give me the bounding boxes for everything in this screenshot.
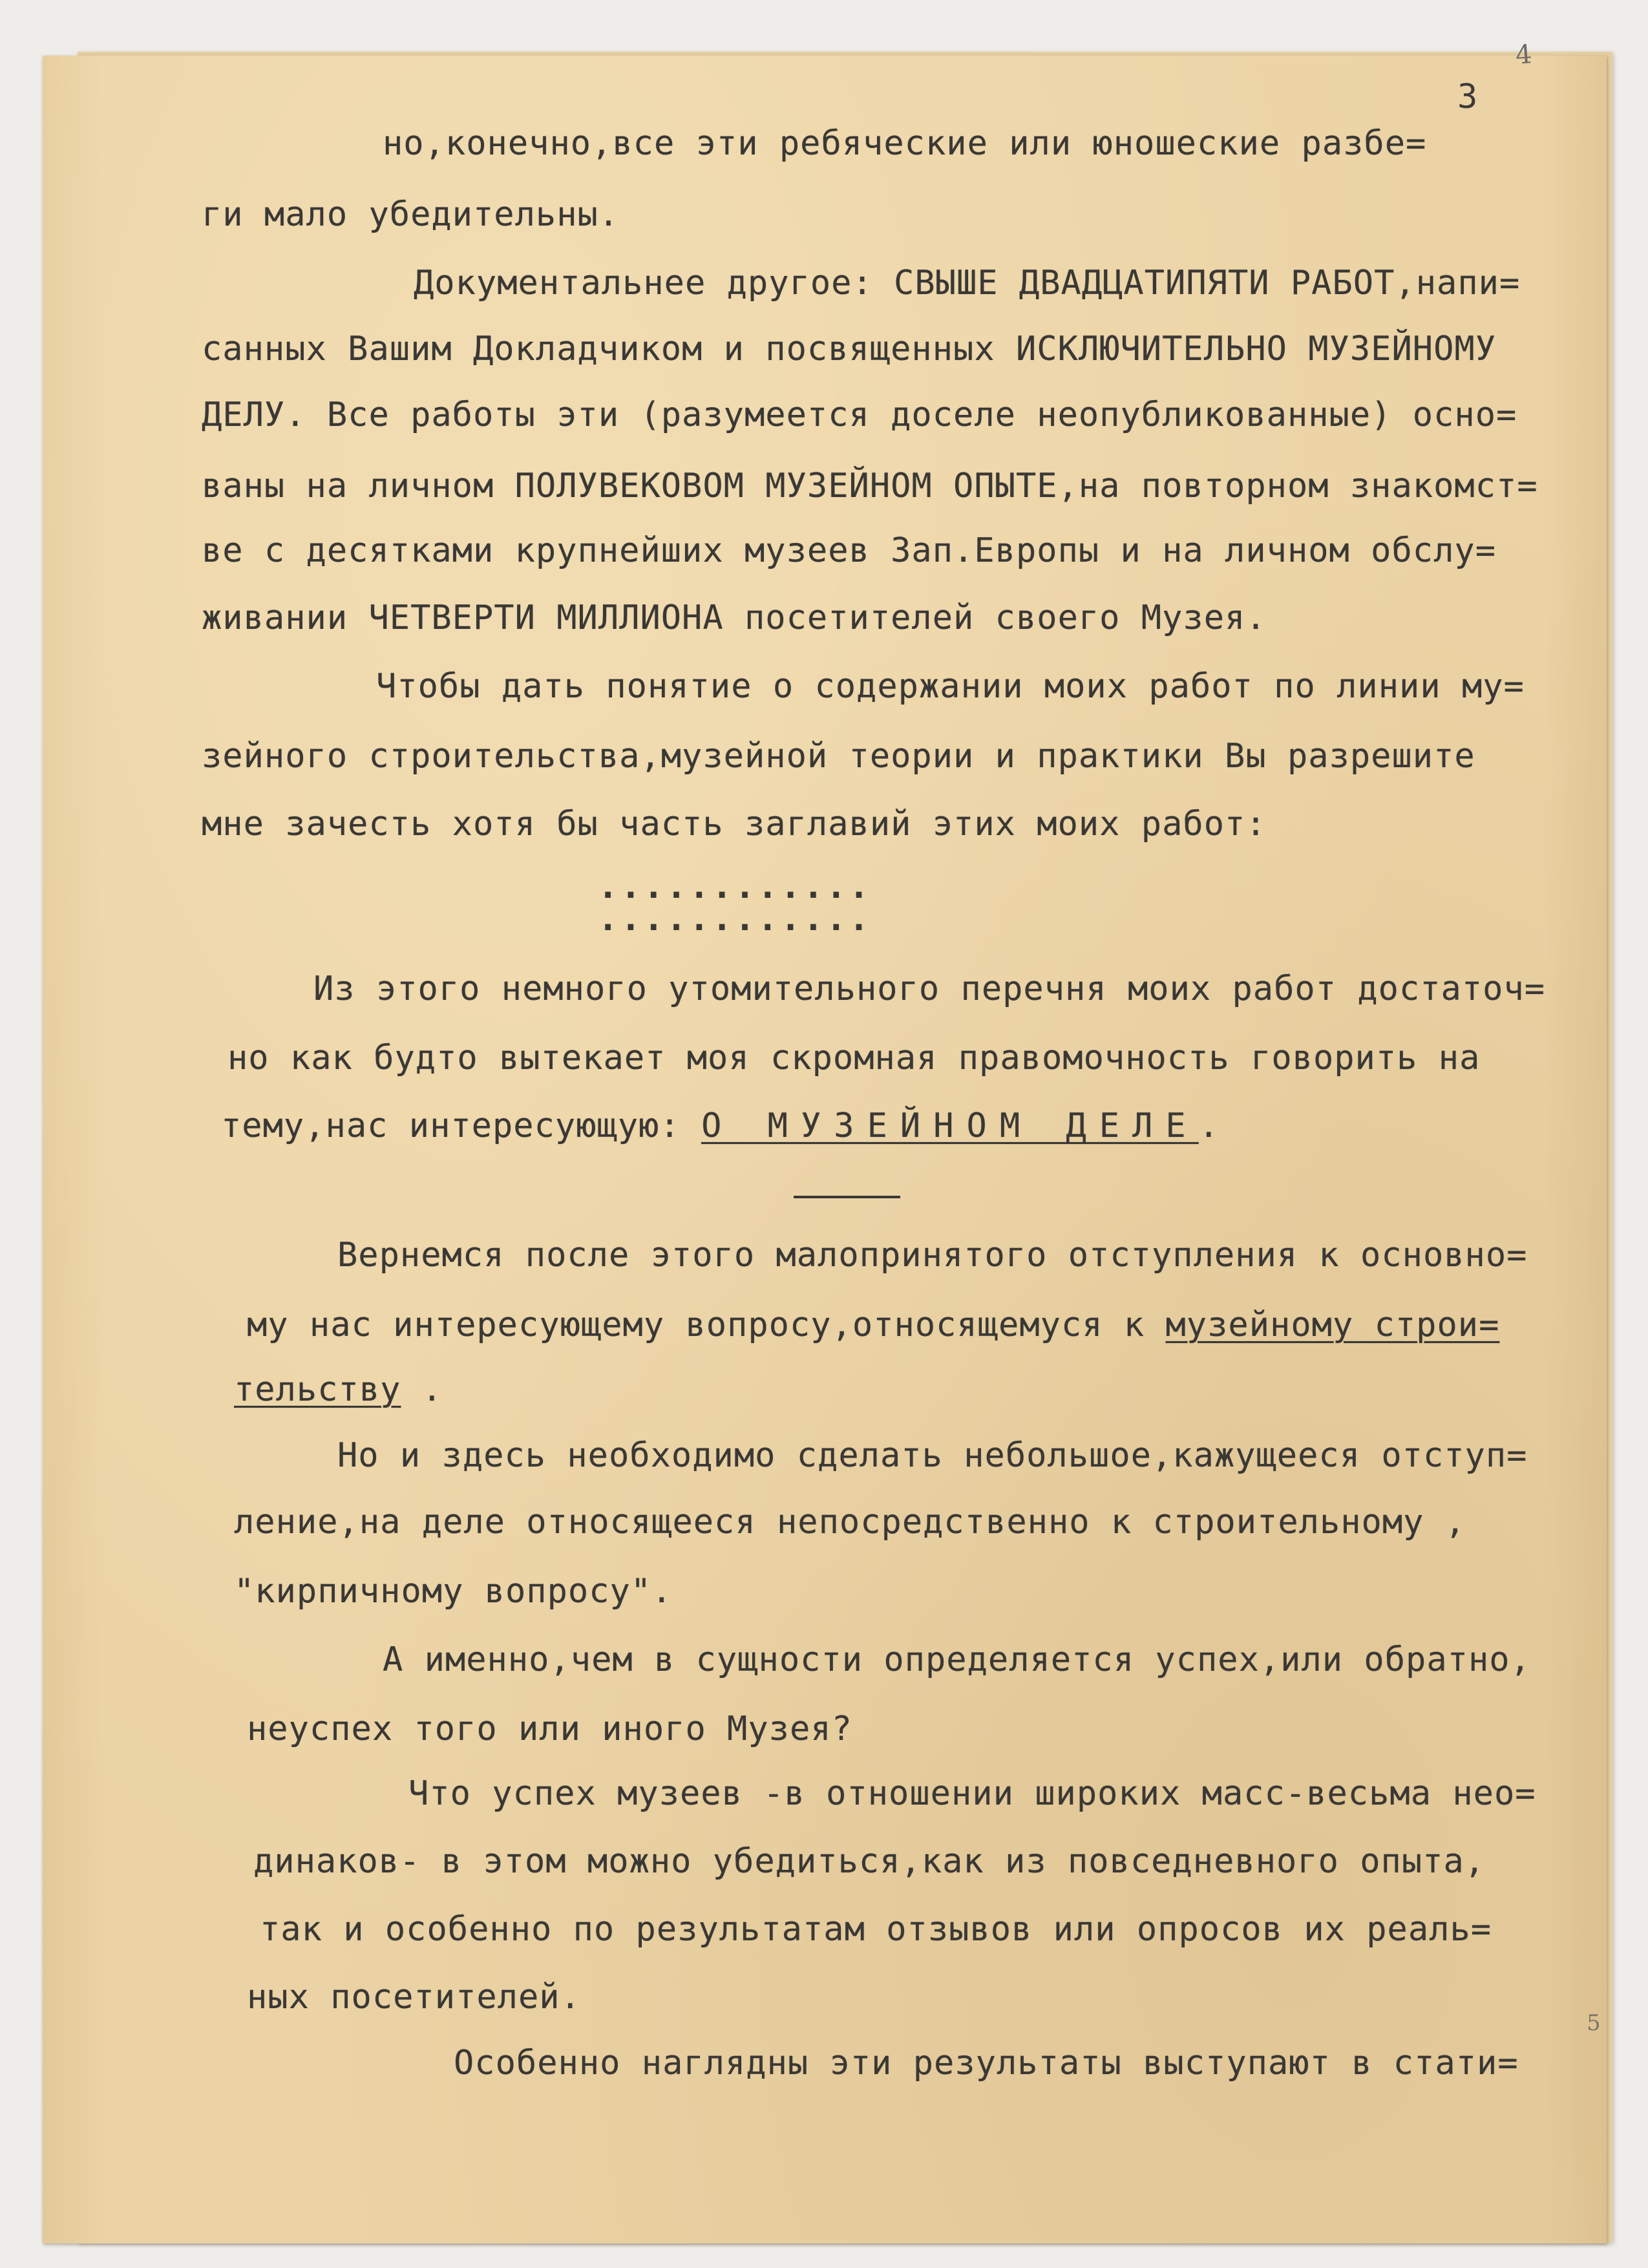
text-fragment: . xyxy=(1198,1107,1220,1145)
text-line: живании ЧЕТВЕРТИ МИЛЛИОНА посетителей своего Музея. xyxy=(202,599,1267,637)
text-line: санных Вашим Докладчиком и посвященных ИСКЛЮЧИТЕЛЬНО МУЗЕЙНОМУ xyxy=(202,330,1497,368)
text-line: Что успех музеев -в отношении широких масс-весьма нео= xyxy=(408,1774,1536,1813)
underlined-topic: О МУЗЕЙНОМ ДЕЛЕ xyxy=(701,1107,1199,1145)
text-fragment: му нас интересующему вопросу,относящемуся к xyxy=(247,1306,1166,1344)
omission-dots: ............ xyxy=(598,900,872,938)
text-line: Чтобы дать понятие о содержании моих работ по линии му= xyxy=(376,667,1525,706)
text-fragment: . xyxy=(401,1370,443,1409)
underlined-phrase: музейному строи= xyxy=(1165,1306,1500,1344)
pencil-sheet-number: 4 xyxy=(1514,39,1534,70)
text-line: Вернемся после этого малопринятого отступления к основно= xyxy=(337,1236,1528,1275)
text-line: ДЕЛУ. Все работы эти (разумеется доселе неопубликованные) осно= xyxy=(202,396,1517,434)
section-divider xyxy=(794,1196,900,1198)
underlined-phrase: тельству xyxy=(234,1370,401,1409)
page-number: 3 xyxy=(1457,78,1478,116)
omission-dots: ............ xyxy=(598,867,872,906)
text-line: "кирпичному вопросу". xyxy=(234,1572,673,1611)
text-line xyxy=(221,1107,1220,1145)
text-line: неуспех того или иного Музея? xyxy=(247,1710,852,1748)
text-line: Но и здесь необходимо сделать небольшое,кажущееся отступ= xyxy=(337,1436,1528,1475)
margin-mark: 5 xyxy=(1587,2010,1601,2036)
text-line xyxy=(234,1370,443,1409)
text-line: ваны на личном ПОЛУВЕКОВОМ МУЗЕЙНОМ ОПЫТЕ,на повторном знакомст= xyxy=(202,467,1538,505)
text-line: ление,на деле относящееся непосредственно к строительному , xyxy=(234,1503,1466,1542)
text-fragment: тему,нас интересующую: xyxy=(221,1107,702,1145)
text-line: зейного строительства,музейной теории и практики Вы разрешите xyxy=(202,737,1475,776)
text-line: А именно,чем в сущности определяется успех,или обратно, xyxy=(383,1640,1531,1679)
text-line: Особенно наглядны эти результаты выступают в стати= xyxy=(454,2044,1519,2083)
text-line: так и особенно по результатам отзывов или опросов их реаль= xyxy=(260,1910,1492,1949)
text-line: ве с десятками крупнейших музеев Зап.Европы и на личном обслу= xyxy=(202,531,1497,570)
text-line: но как будто вытекает моя скромная правомочность говорить на xyxy=(227,1039,1481,1077)
text-line: мне зачесть хотя бы часть заглавий этих моих работ: xyxy=(202,805,1267,843)
text-line xyxy=(247,1306,1499,1344)
text-line: ных посетителей. xyxy=(247,1978,581,2017)
text-line: Документальнее другое: СВЫШЕ ДВАДЦАТИПЯТИ РАБОТ,напи= xyxy=(414,264,1521,302)
text-line: динаков- в этом можно убедиться,как из повседневного опыта, xyxy=(253,1842,1486,1881)
text-line: но,конечно,все эти ребяческие или юношеские разбе= xyxy=(383,124,1427,163)
text-line: ги мало убедительны. xyxy=(202,195,620,234)
text-line: Из этого немного утомительного перечня моих работ достаточ= xyxy=(313,970,1546,1008)
